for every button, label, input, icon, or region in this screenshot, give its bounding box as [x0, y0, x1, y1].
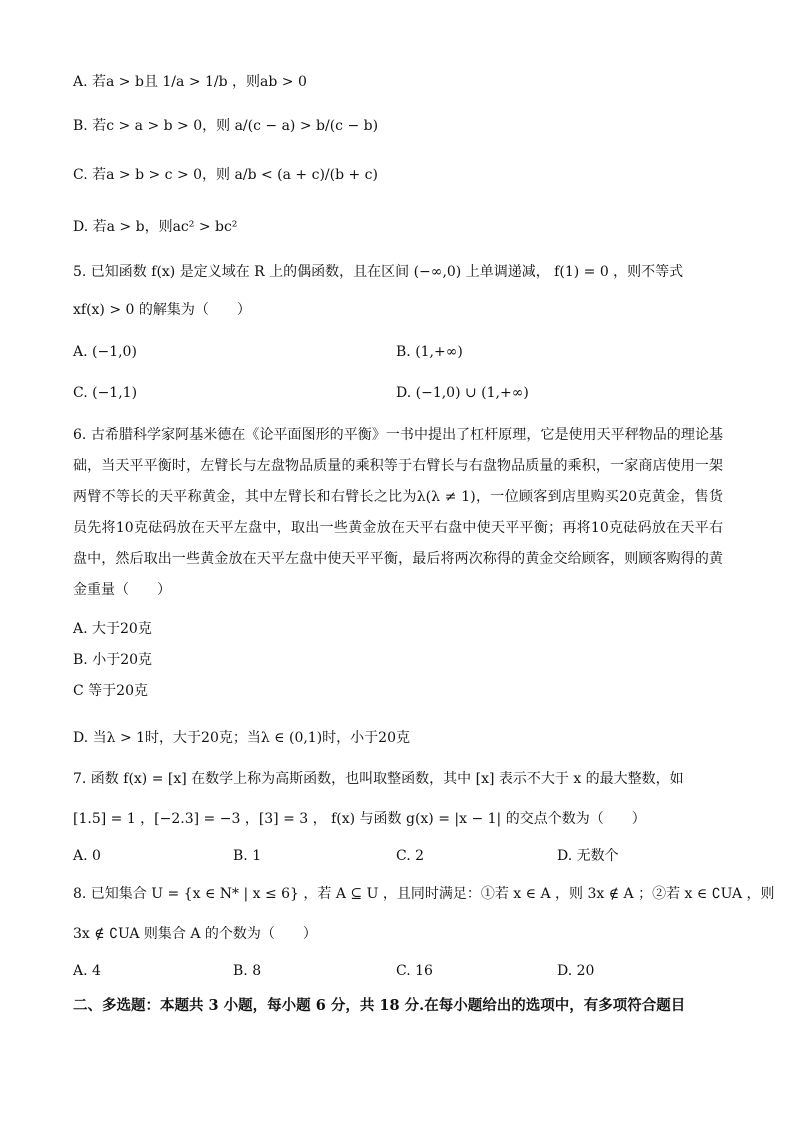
q7-option-b: B. 1 — [233, 848, 262, 864]
q5-option-a: A. (−1,0) — [73, 344, 137, 360]
q7-option-d: D. 无数个 — [557, 848, 619, 864]
q5-option-c: C. (−1,1) — [73, 385, 138, 401]
q8-option-c: C. 16 — [396, 963, 433, 979]
q7-option-a: A. 0 — [73, 848, 101, 864]
q7-stem-line2: [1.5] = 1 ，[−2.3] = −3 ，[3] = 3 ， f(x) 与函数 g(x) = |x − 1| 的交点个数为（ ） — [73, 811, 646, 827]
q4-option-d: D. 若a > b，则ac² > bc² — [73, 219, 238, 235]
q6-option-b: B. 小于20克 — [73, 652, 153, 668]
q5-stem-line1: 5. 已知函数 f(x) 是定义域在 R 上的偶函数，且在区间 (−∞,0) 上单调递减， f(1) = 0 ，则不等式 — [73, 264, 684, 280]
q5-stem-line2: xf(x) > 0 的解集为（ ） — [73, 302, 251, 318]
q8-option-b: B. 8 — [233, 963, 262, 979]
q4-option-b: B. 若c > a > b > 0，则 a/(c − a) > b/(c − b) — [73, 118, 379, 134]
q8-option-a: A. 4 — [73, 963, 101, 979]
q8-stem-line2: 3x ∉ ∁UA 则集合 A 的个数为（ ） — [73, 926, 317, 942]
q7-option-c: C. 2 — [396, 848, 425, 864]
q4-option-c: C. 若a > b > c > 0，则 a/b < (a + c)/(b + c) — [73, 167, 378, 183]
q7-stem-line1: 7. 函数 f(x) = [x] 在数学上称为高斯函数，也叫取整函数，其中 [x] 表示不大于 x 的最大整数，如 — [73, 771, 684, 787]
q6-stem: 6. 古希腊科学家阿基米德在《论平面图形的平衡》一书中提出了杠杆原理，它是使用天平秤物品的理论基础，当天平平衡时，左臂长与左盘物品质量的乘积等于右臂长与右盘物品质量的乘积，一家商店使用一架两臂不等长的天平称黄金，其中左臂长和右臂长之比为λ(λ ≠ 1)，一位顾客到店里购买20克黄金，售货员先将10克砝码放在天平左盘中，取出一些黄金放在天平右盘中使天平平衡；再将10克砝码放在天平右盘中，然后取出一些黄金放在天平左盘中使天平平衡，最后将两次称得的黄金交给顾客，则顾客购得的黄金重量（ ） — [73, 427, 723, 598]
q5-option-d: D. (−1,0) ∪ (1,+∞) — [396, 385, 529, 401]
q8-stem-line1: 8. 已知集合 U = {x ∈ N* | x ≤ 6} ，若 A ⊆ U ，且同时满足：①若 x ∈ A ，则 3x ∉ A ；②若 x ∈ ∁UA ，则 — [73, 886, 775, 902]
q8-option-d: D. 20 — [557, 963, 595, 979]
q6-option-c: C 等于20克 — [73, 683, 148, 699]
q5-option-b: B. (1,+∞) — [396, 344, 463, 360]
q4-option-a: A. 若a > b且 1/a > 1/b ，则ab > 0 — [73, 74, 307, 90]
q6-option-d: D. 当λ > 1时，大于20克；当λ ∈ (0,1)时，小于20克 — [73, 730, 410, 746]
q6-option-a: A. 大于20克 — [73, 621, 152, 637]
section-heading-multiple-choice: 二、多选题：本题共 3 小题，每小题 6 分，共 18 分.在每小题给出的选项中，有多项符合题目 — [73, 997, 686, 1014]
